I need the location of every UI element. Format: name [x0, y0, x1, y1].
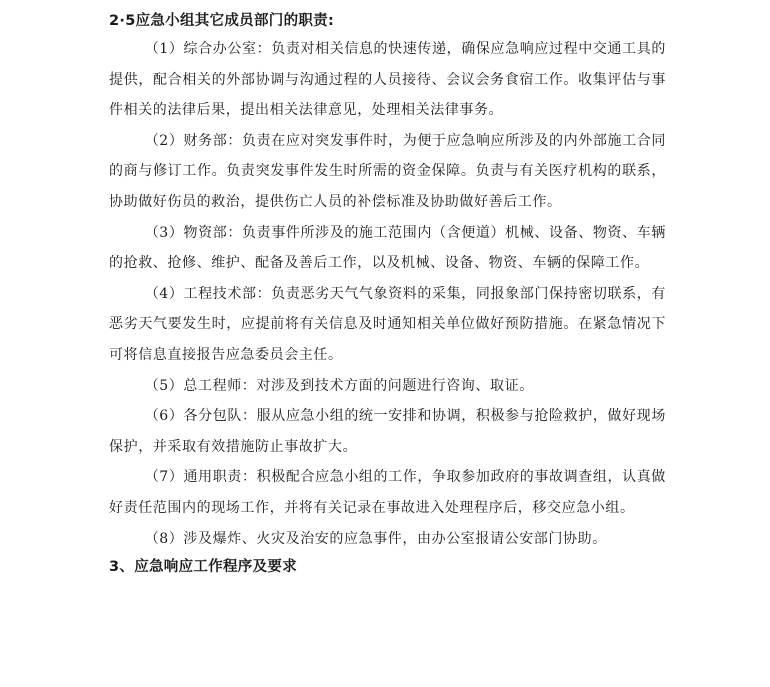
duty-paragraph-engineering: （4）工程技术部：负责恶劣天气气象资料的采集，同报象部门保持密切联系，有恶劣天气要发生时，应提前将有关信息及时通知相关单位做好预防措施。在紧急情况下可将信息直接报告应急委员会主任。 [109, 285, 666, 363]
duty-paragraph-finance: （2）财务部：负责在应对突发事件时，为便于应急响应所涉及的内外部施工合同的商与修订工作。负责突发事件发生时所需的资金保障。负责与有关医疗机构的联系，协助做好伤员的救治，提供伤亡人员的补偿标准及协助做好善后工作。 [109, 132, 666, 210]
duty-paragraph-security: （8）涉及爆炸、火灾及治安的应急事件，由办公室报请公安部门协助。 [144, 530, 607, 547]
next-section-heading: 3、应急响应工作程序及要求 [109, 559, 297, 576]
duty-paragraph-office: （1）综合办公室：负责对相关信息的快速传递，确保应急响应过程中交通工具的提供，配合相关的外部协调与沟通过程的人员接待、会议会务食宿工作。收集评估与事件相关的法律后果，提出相关法律意见，处理相关法律事务。 [109, 41, 666, 119]
duty-paragraph-materials: （3）物资部：负责事件所涉及的施工范围内（含便道）机械、设备、物资、车辆的抢救、抢修、维护、配备及善后工作，以及机械、设备、物资、车辆的保障工作。 [109, 224, 666, 272]
duty-paragraph-general: （7）通用职责：积极配合应急小组的工作，争取参加政府的事故调查组，认真做好责任范围内的现场工作，并将有关记录在事故进入处理程序后，移交应急小组。 [109, 469, 666, 516]
duty-paragraph-chief-engineer: （5）总工程师：对涉及到技术方面的问题进行咨询、取证。 [144, 377, 534, 394]
section-heading: 2·5应急小组其它成员部门的职责: [109, 13, 335, 29]
duty-paragraph-subcontractors: （6）各分包队：服从应急小组的统一安排和协调，积极参与抢险救护，做好现场保护，并采取有效措施防止事故扩大。 [109, 408, 666, 455]
